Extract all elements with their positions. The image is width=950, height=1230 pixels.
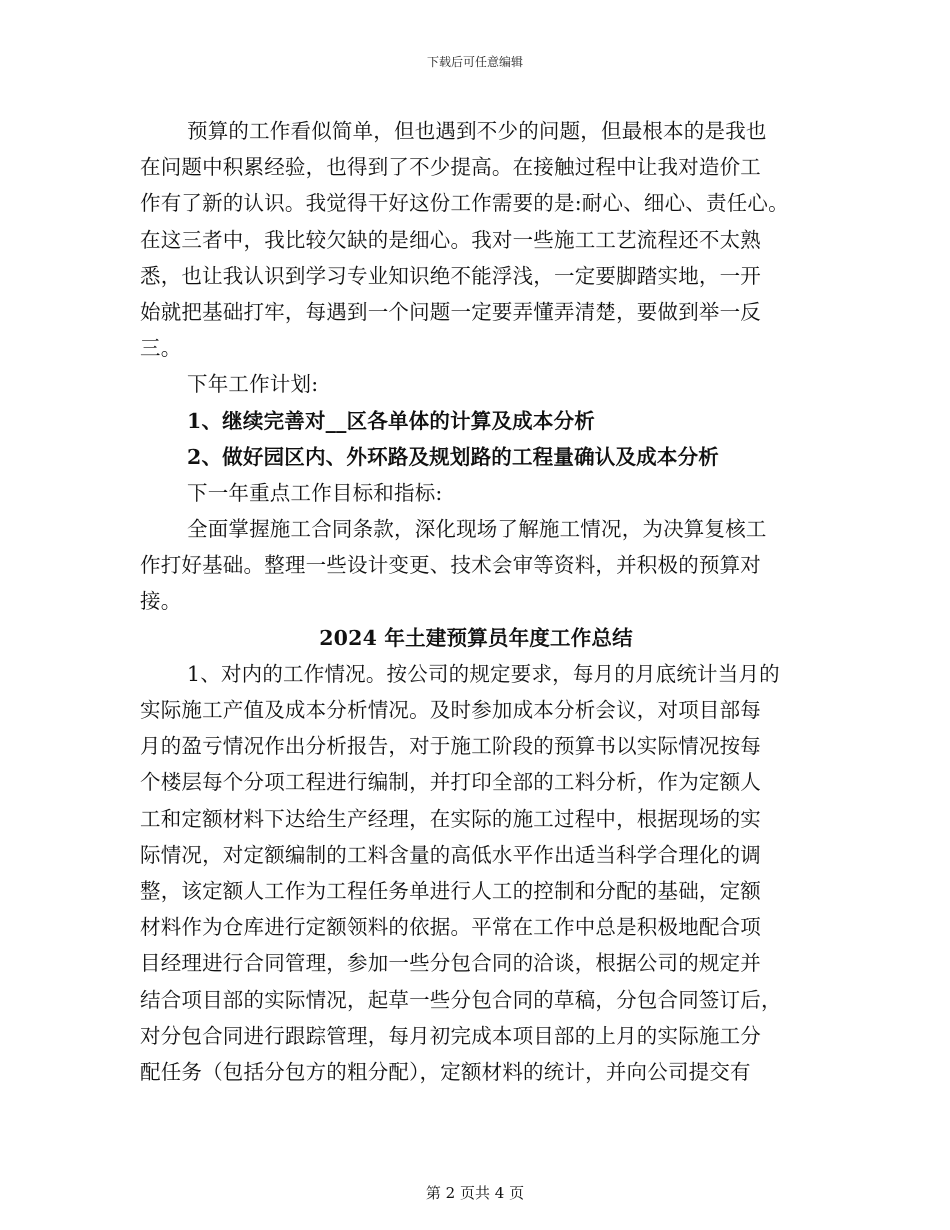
document-body [140, 113, 812, 1090]
paragraph-line: 月的盈亏情况作出分析报告，对于施工阶段的预算书以实际情况按每 [140, 734, 761, 759]
paragraph-line: 全面掌握施工合同条款，深化现场了解施工情况，为决算复核工 [187, 517, 767, 542]
paragraph-line: 在这三者中，我比较欠缺的是细心。我对一些施工工艺流程还不太熟 [140, 227, 761, 252]
paragraph-line: 三。 [140, 336, 182, 361]
paragraph-line: 作有了新的认识。我觉得干好这份工作需要的是:耐心、细心、责任心。 [140, 191, 789, 216]
paragraph-line: 预算的工作看似简单，但也遇到不少的问题，但最根本的是我也 [187, 119, 767, 143]
paragraph-line: 结合项目部的实际情况，起草一些分包合同的草稿，分包合同签订后， [140, 987, 782, 1012]
paragraph-line: 实际施工产值及成本分析情况。及时参加成本分析会议，对项目部每 [140, 698, 761, 722]
goals-heading: 下一年重点工作目标和指标: [187, 480, 443, 505]
paragraph-line: 悉，也让我认识到学习专业知识绝不能浮浅，一定要脚踏实地，一开 [140, 263, 761, 288]
paragraph-line: 材料作为仓库进行定额领料的依据。平常在工作中总是积极地配合项 [140, 915, 761, 940]
page-number: 第 2 页共 4 页 [425, 1184, 525, 1202]
paragraph-line: 整，该定额人工作为工程任务单进行人工的控制和分配的基础，定额 [140, 878, 761, 903]
paragraph-line: 对分包合同进行跟踪管理，每月初完成本项目部的上月的实际施工分 [140, 1023, 761, 1048]
section-title: 2024 年土建预算员年度工作总结 [319, 625, 633, 650]
paragraph-line: 个楼层每个分项工程进行编制，并打印全部的工料分析，作为定额人 [140, 770, 761, 795]
paragraph-line: 在问题中积累经验，也得到了不少提高。在接触过程中让我对造价工 [140, 155, 761, 180]
paragraph-line: 工和定额材料下达给生产经理，在实际的施工过程中，根据现场的实 [140, 806, 761, 831]
plan-item-1: 1、继续完善对__区各单体的计算及成本分析 [187, 408, 595, 433]
paragraph-line: 配任务（包括分包方的粗分配），定额材料的统计，并向公司提交有 [140, 1059, 751, 1084]
plan-item-2: 2、做好园区内、外环路及规划路的工程量确认及成本分析 [187, 444, 719, 469]
paragraph-line: 际情况，对定额编制的工料含量的高低水平作出适当科学合理化的调 [140, 842, 761, 867]
page-header: 下载后可任意编辑 [426, 55, 523, 69]
plan-heading: 下年工作计划: [187, 372, 319, 397]
paragraph-line: 始就把基础打牢，每遇到一个问题一定要弄懂弄清楚，要做到举一反 [140, 299, 761, 324]
paragraph-line: 接。 [140, 589, 182, 614]
paragraph-line: 1、对内的工作情况。按公司的规定要求，每月的月底统计当月的 [187, 661, 780, 686]
paragraph-line: 目经理进行合同管理，参加一些分包合同的洽谈，根据公司的规定并 [140, 951, 761, 976]
paragraph-line: 作打好基础。整理一些设计变更、技术会审等资料，并积极的预算对 [140, 553, 761, 578]
